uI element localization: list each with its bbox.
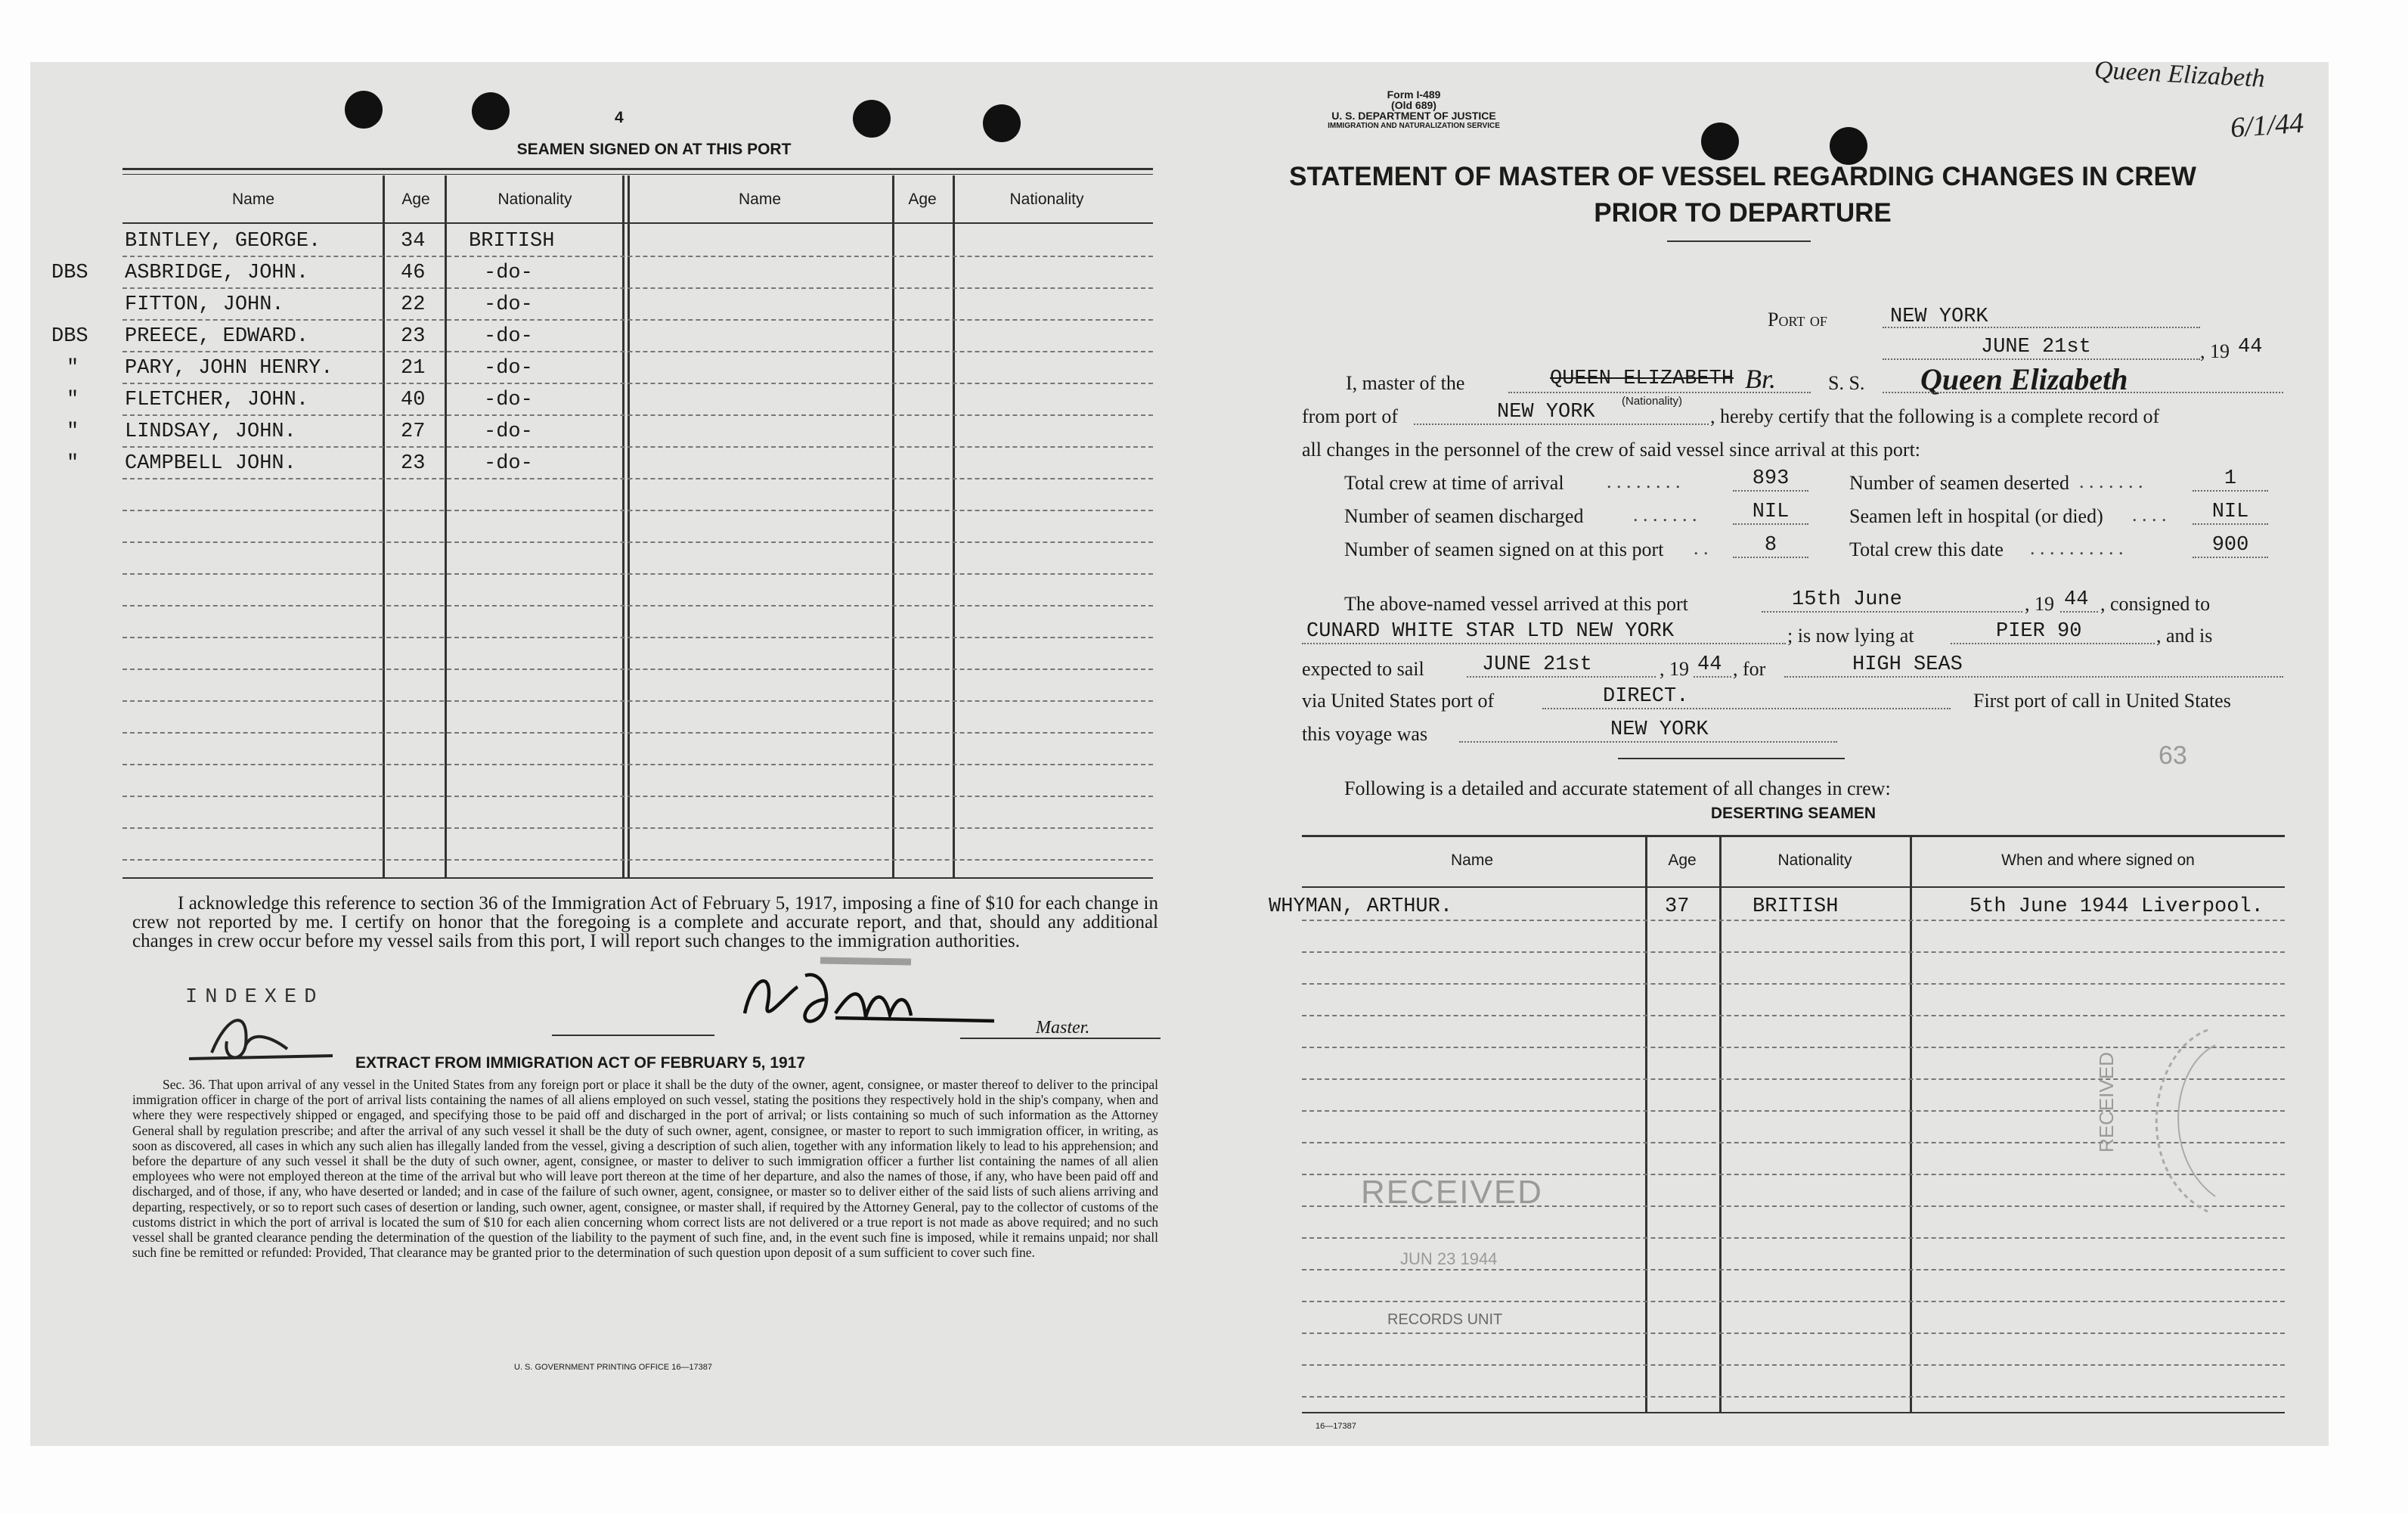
table-row bbox=[30, 262, 1142, 292]
handwritten-corner-date: 6/1/44 bbox=[2229, 107, 2305, 144]
ship-name-hand: Queen Elizabeth bbox=[1920, 362, 2128, 396]
col-header-nationality: Nationality bbox=[497, 191, 572, 208]
for-label: , for bbox=[1733, 658, 1766, 680]
discharged-label: Number of seamen discharged bbox=[1344, 505, 1584, 527]
via-label: via United States port of bbox=[1302, 690, 1495, 712]
deserting-table-row bbox=[1164, 895, 2329, 926]
form-title bbox=[1210, 159, 2276, 231]
seaman-name: CAMPBELL JOHN. bbox=[125, 452, 296, 475]
total-crew-arrival-label: Total crew at time of arrival bbox=[1344, 472, 1564, 494]
certify-text: , hereby certify that the following is a complete record of bbox=[1710, 405, 2160, 427]
master-of-label: I, master of the bbox=[1346, 372, 1465, 394]
deserting-col-age: Age bbox=[1668, 852, 1697, 869]
acknowledgment-text: I acknowledge this reference to section 36 of the Immigration Act of February 5, 1917, imposing a fine of $10 for each change in crew not reported by me. I certify on honor that the foregoing is a complete and accurate report, and that, should any additional changes in crew occur before my vessel sails from this port, I will report such changes to the immigration authorities. bbox=[132, 893, 1158, 951]
seaman-nationality: -do- bbox=[484, 325, 533, 348]
seaman-age: 22 bbox=[401, 293, 426, 316]
destination-value: HIGH SEAS bbox=[1852, 653, 1963, 676]
port-value: NEW YORK bbox=[1890, 306, 1988, 328]
extract-text: Sec. 36. That upon arrival of any vessel in the United States from any foreign port or place it shall be the duty of the owner, agent, consignee, or master thereof to deliver to the principal immigration officer in charge of the port of arrival lists containing the names of all aliens employed on such vessel, stating the positions they respectively hold in the ship's company, when and where they were respectively shipped or engaged, and specifying those to be paid off and discharged in the port of arrival; or lists containing so much of such information as the Attorney General shall by regulation prescribe; and after the arrival of any such vessel it shall be the duty of such owner, agent, consignee, or master to report to such immigration officer, in writing, as soon as discovered, all cases in which any such alien has illegally landed from the vessel, giving a description of such alien, together with any information likely to lead to his apprehension; and before the departure of any such vessel it shall be the duty of such owner, agent, consignee, or master to deliver to such immigration officer a further list containing the names of all alien employees who were not employed thereon at the time of the arrival but who will leave port thereon at the time of her departure, and also the names of those, if any, who have been paid off and discharged, and of those, if any, who have deserted or landed; and in case of the failure of such owner, agent, consignee, or master so to deliver either of the said lists of such aliens arriving and departing, respectively, or so to report such cases of desertion or landing, such owner, agent, consignee, or master shall, if required by the Attorney General, pay to the collector of customs of the customs district in which the port of arrival is located the sum of $10 for each alien concerning whom correct lists are not delivered or a true report is not made as above required; and no such vessel shall be granted clearance pending the determination of the question of the liability to the payment of such fine, and, in the event such fine is imposed, while it remains unpaid; nor shall such fine be remitted or refunded: Provided, That clearance may be granted prior to the determination of such question upon deposit of a sum sufficient to cover such fine. bbox=[132, 1077, 1158, 1261]
page-number: 4 bbox=[615, 109, 624, 126]
seaman-nationality: -do- bbox=[484, 420, 533, 443]
master-label: Master. bbox=[1036, 1018, 1090, 1038]
arrived-label: The above-named vessel arrived at this port bbox=[1344, 593, 1688, 615]
col-header-name: Name bbox=[231, 191, 275, 208]
form-code: 16—17387 bbox=[1316, 1422, 1356, 1431]
deserting-title: DESERTING SEAMEN bbox=[1710, 805, 1877, 822]
vessel-typed: QUEEN ELIZABETH bbox=[1550, 368, 1734, 390]
and-is-label: , and is bbox=[2156, 625, 2213, 647]
deserting-header-rule bbox=[1302, 886, 2285, 888]
discharged-value: NIL bbox=[1752, 501, 1790, 523]
pier-value: PIER 90 bbox=[1996, 620, 2082, 643]
table-row bbox=[30, 325, 1142, 355]
consigned-label: , consigned to bbox=[2100, 593, 2211, 615]
seaman-age: 21 bbox=[401, 357, 426, 380]
form-header bbox=[1240, 89, 1588, 132]
seaman-age: 34 bbox=[401, 230, 426, 253]
table-row bbox=[30, 452, 1142, 482]
voyage-port-value: NEW YORK bbox=[1610, 718, 1709, 741]
row-mark: DBS bbox=[51, 262, 88, 284]
col-header-age-2: Age bbox=[908, 191, 937, 208]
signed-on-value: 8 bbox=[1764, 534, 1777, 557]
table-row bbox=[30, 389, 1142, 419]
table-row bbox=[30, 420, 1142, 451]
seaman-name: FLETCHER, JOHN. bbox=[125, 389, 309, 411]
seaman-age: 27 bbox=[401, 420, 426, 443]
form-number: Form I-489 bbox=[1387, 88, 1441, 101]
seaman-nationality: -do- bbox=[484, 357, 533, 380]
from-port-label: from port of bbox=[1302, 405, 1399, 427]
voyage-label: this voyage was bbox=[1302, 723, 1428, 745]
seaman-nationality: -do- bbox=[484, 293, 533, 316]
initial-mark bbox=[181, 1000, 355, 1068]
nationality-label: (Nationality) bbox=[1622, 395, 1683, 408]
expected-label: expected to sail bbox=[1302, 658, 1424, 680]
master-signature bbox=[722, 945, 1009, 1036]
col-header-age: Age bbox=[401, 191, 430, 208]
sail-year: 44 bbox=[1697, 653, 1722, 676]
form-old-number: (Old 689) bbox=[1391, 99, 1436, 111]
ss-label: S. S. bbox=[1828, 372, 1865, 394]
printer-line: U. S. GOVERNMENT PRINTING OFFICE 16—17387 bbox=[514, 1363, 713, 1372]
col-header-name-2: Name bbox=[738, 191, 782, 208]
first-port-label: First port of call in United States bbox=[1973, 690, 2231, 712]
changes-text: all changes in the personnel of the crew of said vessel since arrival at this port: bbox=[1302, 439, 1921, 461]
right-page: Queen Elizabeth 6/1/44 Form I-489 (Old 689) U. S. DEPARTMENT OF JUSTICE IMMIGRATION AND NATURALIZATION SERVICE STATEMENT OF MASTER OF VESSEL REGARDING CHANGES IN CREW PRIOR TO DEPARTURE Port of NEW YORK JUNE 21st , 19 44 I, master of the QUEEN ELIZABETH Br. (Nationality) S. S. Queen Elizabeth from port of NEW YORK , hereby certify that the following is a complete record of all changes in the personnel of the crew of said vessel since arrival at this port: Total crew at time of arrival . . . . . . . . 893 Number of seamen deserted . . . . . . . 1 Number of seamen discharged . . . . . . . NIL Seamen left in hospital (or died) . . . . NIL Number of seamen signed on at this port . . 8 Total crew this date . . . . . . . . . . 900 The above-named vessel arrived at this port 15th June , 19 44 , consigned to CUNARD WHITE STAR LTD NEW YORK ; is now lying at PIER 90 , and is expected to sail JUNE 21st , 19 44 , for HIGH SEAS via United States port of DIRECT. First port of call in United States this voyage was NEW YORK 63 Following is a detailed and accurate statement of all changes in crew: DESERTING SEAMEN Name Age Nationality When and where signed on WHYMAN, ARTHUR. 37 BRITISH 5th June 1944 Liverpool. RECEIVED JUN 23 1944 RECORDS UNIT RECEIVED 16—17387 bbox=[1164, 62, 2329, 1446]
seaman-age: 23 bbox=[401, 452, 426, 475]
deserter-signed-on: 5th June 1944 Liverpool. bbox=[1969, 895, 2264, 918]
vessel-nationality-hand: Br. bbox=[1745, 364, 1777, 394]
title-line-2: PRIOR TO DEPARTURE bbox=[1594, 198, 1892, 228]
hospital-label: Seamen left in hospital (or died) bbox=[1849, 505, 2103, 527]
department: U. S. DEPARTMENT OF JUSTICE bbox=[1331, 110, 1496, 122]
total-crew-date-value: 900 bbox=[2211, 534, 2249, 557]
from-port-value: NEW YORK bbox=[1497, 401, 1595, 423]
deserted-value: 1 bbox=[2224, 467, 2237, 490]
seaman-nationality: BRITISH bbox=[469, 230, 555, 253]
row-mark: DBS bbox=[51, 325, 88, 348]
left-page bbox=[30, 62, 1158, 1446]
deserter-nationality: BRITISH bbox=[1753, 895, 1839, 918]
received-stamp-rotated: RECEIVED bbox=[2094, 1052, 2118, 1153]
indexed-stamp: INDEXED bbox=[185, 986, 324, 1009]
table-row bbox=[30, 357, 1142, 387]
seaman-name: PARY, JOHN HENRY. bbox=[125, 357, 333, 380]
following-text: Following is a detailed and accurate statement of all changes in crew: bbox=[1344, 777, 1891, 799]
seaman-name: LINDSAY, JOHN. bbox=[125, 420, 296, 443]
deserter-name: WHYMAN, ARTHUR. bbox=[1269, 895, 1453, 918]
lying-label: ; is now lying at bbox=[1787, 625, 1914, 647]
deserting-table-top-rule bbox=[1302, 835, 2285, 837]
arrived-year: 44 bbox=[2064, 588, 2089, 611]
records-unit: RECORDS UNIT bbox=[1387, 1311, 1503, 1328]
table-top-rule bbox=[122, 168, 1153, 170]
deserting-col-name: Name bbox=[1450, 852, 1494, 869]
total-crew-date-label: Total crew this date bbox=[1849, 538, 2004, 560]
deserting-col-nationality: Nationality bbox=[1777, 852, 1852, 869]
received-date: JUN 23 1944 bbox=[1400, 1249, 1498, 1268]
date-year-prefix: , 19 bbox=[2200, 340, 2230, 362]
seaman-name: FITTON, JOHN. bbox=[125, 293, 284, 316]
seaman-nationality: -do- bbox=[484, 452, 533, 475]
service: IMMIGRATION AND NATURALIZATION SERVICE bbox=[1328, 122, 1500, 130]
table-row bbox=[30, 230, 1142, 260]
deserted-label: Number of seamen deserted bbox=[1849, 472, 2069, 494]
circular-stamp bbox=[2117, 1022, 2223, 1219]
row-mark: " bbox=[67, 420, 79, 443]
handwritten-corner-note: Queen Elizabeth bbox=[2093, 56, 2266, 93]
seaman-nationality: -do- bbox=[484, 389, 533, 411]
via-port-value: DIRECT. bbox=[1603, 685, 1689, 708]
arrived-date: 15th June bbox=[1792, 588, 1902, 611]
date-value: JUNE 21st bbox=[1981, 336, 2091, 358]
seaman-nationality: -do- bbox=[484, 262, 533, 284]
seaman-age: 46 bbox=[401, 262, 426, 284]
stamp-number: 63 bbox=[2159, 741, 2187, 770]
deserter-age: 37 bbox=[1665, 895, 1690, 918]
date-year: 44 bbox=[2238, 336, 2263, 358]
document-sheet bbox=[30, 56, 2329, 1446]
hospital-value: NIL bbox=[2211, 501, 2249, 523]
sail-date: JUNE 21st bbox=[1482, 653, 1592, 676]
title-line-1: STATEMENT OF MASTER OF VESSEL REGARDING CHANGES IN CREW bbox=[1289, 162, 2196, 191]
row-mark: " bbox=[67, 389, 79, 411]
seaman-age: 40 bbox=[401, 389, 426, 411]
seaman-name: BINTLEY, GEORGE. bbox=[125, 230, 321, 253]
header-rule bbox=[122, 222, 1153, 224]
seaman-name: PREECE, EDWARD. bbox=[125, 325, 309, 348]
signed-on-label: Number of seamen signed on at this port bbox=[1344, 538, 1664, 560]
total-crew-arrival-value: 893 bbox=[1752, 467, 1790, 490]
table-row bbox=[30, 293, 1142, 324]
col-header-nationality-2: Nationality bbox=[1009, 191, 1084, 208]
consignee-value: CUNARD WHITE STAR LTD NEW YORK bbox=[1306, 620, 1675, 643]
seaman-name: ASBRIDGE, JOHN. bbox=[125, 262, 309, 284]
deserting-col-signed-on: When and where signed on bbox=[2001, 852, 2195, 869]
seaman-age: 23 bbox=[401, 325, 426, 348]
extract-title: EXTRACT FROM IMMIGRATION ACT OF FEBRUARY 5, 1917 bbox=[355, 1054, 806, 1072]
row-mark: " bbox=[67, 357, 79, 380]
port-label: Port of bbox=[1768, 309, 1827, 330]
section-title: SEAMEN SIGNED ON AT THIS PORT bbox=[516, 141, 792, 158]
received-stamp: RECEIVED bbox=[1361, 1174, 1543, 1211]
row-mark: " bbox=[67, 452, 79, 475]
